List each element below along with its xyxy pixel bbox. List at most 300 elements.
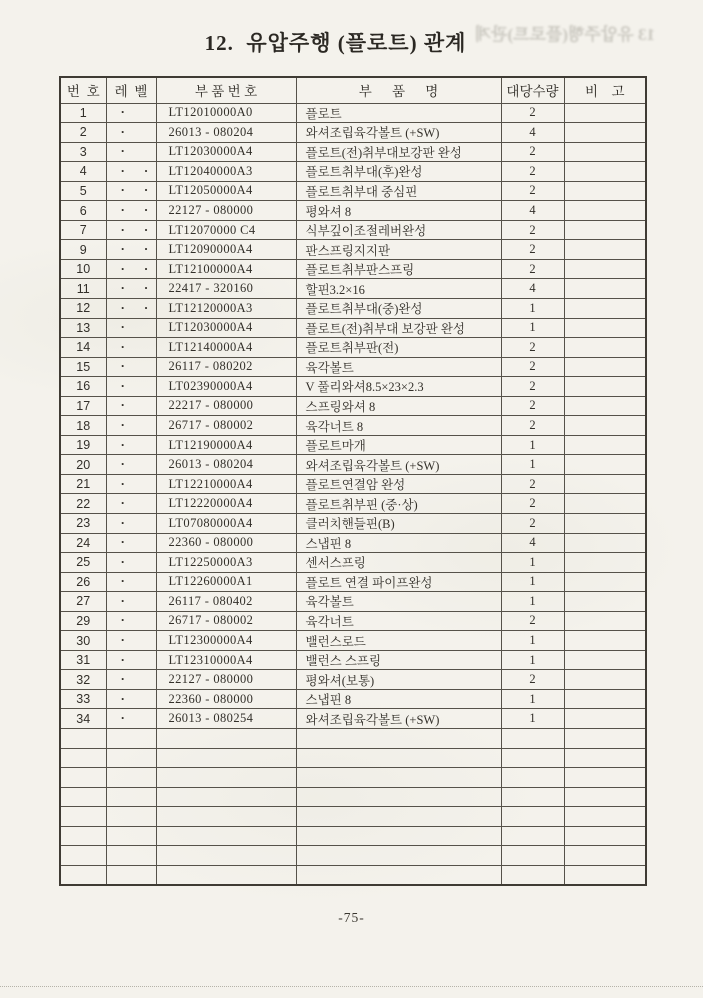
cell-level [106,592,156,612]
cell-part-number: LT12190000A4 [156,435,296,455]
cell-part-number [156,846,296,866]
table-row [60,533,646,553]
table-row [60,592,646,612]
document-title: 12. 유압주행 (플로트) 관계 [204,31,467,55]
level-dot: · [120,436,125,452]
cell-qty-per-unit: 2 [501,670,564,690]
cell-remarks [564,513,646,533]
cell-level [106,729,156,749]
cell-part-number [156,768,296,788]
level-dot: · [120,221,125,237]
cell-part-number: 26013 - 080204 [156,123,296,143]
cell-part-name: 식부깊이조절레버완성 [296,220,501,240]
cell-level [106,240,156,260]
cell-number: 19 [60,435,106,455]
cell-part-name [296,846,501,866]
cell-qty-per-unit: 1 [501,650,564,670]
cell-level [106,650,156,670]
empty-table-row [60,748,646,768]
table-row [60,318,646,338]
level-dot: · [120,632,125,648]
cell-qty-per-unit: 1 [501,592,564,612]
cell-remarks [564,123,646,143]
cell-level [106,416,156,436]
level-dot: · [143,182,149,198]
table-row [60,670,646,690]
cell-number: 24 [60,533,106,553]
cell-remarks [564,279,646,299]
cell-number: 10 [60,259,106,279]
cell-part-number: 26013 - 080204 [156,455,296,475]
cell-remarks [564,865,646,885]
level-dot: · [120,123,125,139]
empty-table-row [60,846,646,866]
table-row [60,377,646,397]
cell-level [106,709,156,729]
cell-qty-per-unit: 2 [501,513,564,533]
cell-level [106,220,156,240]
cell-level [106,435,156,455]
cell-part-number: LT12040000A3 [156,162,296,182]
cell-level [106,123,156,143]
cell-remarks [564,357,646,377]
cell-level [106,474,156,494]
table-row [60,123,646,143]
cell-qty-per-unit [501,807,564,827]
cell-qty-per-unit [501,787,564,807]
cell-part-number: LT12120000A3 [156,298,296,318]
page-edge-shadow [0,986,703,987]
cell-level [106,279,156,299]
table-row [60,572,646,592]
table-row [60,298,646,318]
cell-number: 6 [60,201,106,221]
cell-remarks [564,142,646,162]
cell-part-number: LT12140000A4 [156,338,296,358]
cell-part-number: LT12260000A1 [156,572,296,592]
cell-qty-per-unit: 2 [501,611,564,631]
table-row [60,416,646,436]
cell-part-name: 플로트취부판스프링 [296,259,501,279]
cell-remarks [564,846,646,866]
level-dot: · [120,514,125,530]
level-dot: · [120,397,125,413]
level-dot: · [120,573,125,589]
table-row [60,474,646,494]
level-dot: · [143,162,149,178]
level-dot: · [120,104,125,120]
cell-number [60,768,106,788]
cell-level [106,377,156,397]
cell-part-number: 22127 - 080000 [156,201,296,221]
cell-part-name: 플로트취부핀 (중·상) [296,494,501,514]
table-row [60,611,646,631]
cell-part-name: 평와셔(보통) [296,670,501,690]
cell-part-number: 22360 - 080000 [156,533,296,553]
table-row [60,103,646,123]
cell-part-name [296,807,501,827]
cell-qty-per-unit: 1 [501,435,564,455]
cell-number: 26 [60,572,106,592]
level-dot: · [143,260,149,276]
cell-part-name: 스프링와셔 8 [296,396,501,416]
cell-part-number: 26117 - 080402 [156,592,296,612]
cell-remarks [564,807,646,827]
cell-qty-per-unit: 4 [501,279,564,299]
level-dot: · [120,534,125,550]
header-row [60,77,646,103]
cell-part-number [156,748,296,768]
cell-part-number: 26013 - 080254 [156,709,296,729]
cell-part-number: LT12090000A4 [156,240,296,260]
cell-part-number: LT02390000A4 [156,377,296,397]
cell-level [106,865,156,885]
cell-qty-per-unit [501,846,564,866]
cell-level [106,162,156,182]
cell-part-name: 클러치핸들핀(B) [296,513,501,533]
cell-number: 16 [60,377,106,397]
cell-part-name: 스냅핀 8 [296,689,501,709]
cell-part-name: 플로트마개 [296,435,501,455]
cell-part-name: 플로트 [296,103,501,123]
cell-level [106,846,156,866]
ink-bleed-ghost-artifact: 13 유압주행(플로트)관계 [474,25,655,44]
cell-qty-per-unit: 2 [501,377,564,397]
cell-part-number: 22217 - 080000 [156,396,296,416]
level-dot: · [120,553,125,569]
cell-part-name: 플로트(전)취부대보강판 완성 [296,142,501,162]
cell-remarks [564,103,646,123]
table-row [60,494,646,514]
cell-qty-per-unit [501,729,564,749]
cell-part-name: 센서스프링 [296,553,501,573]
cell-level [106,611,156,631]
cell-part-number: LT12070000 C4 [156,220,296,240]
cell-part-number: LT07080000A4 [156,513,296,533]
level-dot: · [120,690,125,706]
cell-level [106,631,156,651]
cell-remarks [564,572,646,592]
cell-part-name: 판스프링지지판 [296,240,501,260]
cell-part-name: 와셔조립육각볼트 (+SW) [296,709,501,729]
cell-level [106,298,156,318]
level-dot: · [120,377,125,393]
cell-level [106,787,156,807]
cell-number: 31 [60,650,106,670]
cell-remarks [564,338,646,358]
table-row [60,181,646,201]
table-row [60,435,646,455]
cell-number: 25 [60,553,106,573]
cell-part-name: 플로트 연결 파이프완성 [296,572,501,592]
cell-remarks [564,259,646,279]
empty-table-row [60,807,646,827]
table-row [60,396,646,416]
cell-qty-per-unit: 2 [501,338,564,358]
cell-part-number: 22417 - 320160 [156,279,296,299]
cell-remarks [564,553,646,573]
cell-part-number: LT12010000A0 [156,103,296,123]
cell-part-number [156,787,296,807]
cell-part-number [156,807,296,827]
cell-qty-per-unit: 2 [501,240,564,260]
cell-number [60,807,106,827]
level-dot: · [143,202,149,217]
cell-number: 17 [60,396,106,416]
cell-remarks [564,709,646,729]
cell-number: 21 [60,474,106,494]
table-row [60,455,646,475]
col-header-remarks: 비 고 [564,77,646,103]
cell-remarks [564,494,646,514]
table-row [60,220,646,240]
level-dot: · [143,299,149,315]
cell-level [106,338,156,358]
cell-part-name: 와셔조립육각볼트 (+SW) [296,123,501,143]
level-dot: · [120,241,125,257]
level-dot: · [120,495,125,511]
cell-number: 20 [60,455,106,475]
cell-number: 9 [60,240,106,260]
cell-qty-per-unit: 2 [501,396,564,416]
table-row [60,162,646,182]
cell-remarks [564,435,646,455]
cell-part-name: 밸런스 스프링 [296,650,501,670]
cell-level [106,318,156,338]
parts-table [59,76,647,886]
level-dot: · [120,592,125,608]
cell-level [106,396,156,416]
cell-qty-per-unit: 1 [501,709,564,729]
cell-qty-per-unit: 2 [501,162,564,182]
cell-level [106,513,156,533]
table-row [60,142,646,162]
level-dot: · [120,338,125,354]
level-dot: · [120,143,125,159]
cell-part-number: LT12310000A4 [156,650,296,670]
col-header-part-number: 부 품 번 호 [156,77,296,103]
cell-part-name: 할핀3.2×16 [296,279,501,299]
cell-number: 23 [60,513,106,533]
col-header-qty-per-unit: 대당수량 [501,77,564,103]
cell-part-number: LT12210000A4 [156,474,296,494]
cell-part-name [296,865,501,885]
cell-part-name: 플로트취부판(전) [296,338,501,358]
cell-level [106,181,156,201]
cell-level [106,748,156,768]
cell-remarks [564,748,646,768]
empty-table-row [60,768,646,788]
cell-number [60,729,106,749]
cell-qty-per-unit: 2 [501,103,564,123]
cell-part-number: 22360 - 080000 [156,689,296,709]
table-row [60,689,646,709]
cell-remarks [564,455,646,475]
table-row [60,357,646,377]
cell-qty-per-unit: 2 [501,181,564,201]
cell-remarks [564,689,646,709]
cell-level [106,553,156,573]
cell-remarks [564,396,646,416]
cell-number: 11 [60,279,106,299]
empty-table-row [60,729,646,749]
cell-qty-per-unit: 1 [501,631,564,651]
cell-number [60,826,106,846]
cell-part-number: LT12050000A4 [156,181,296,201]
cell-part-name: 평와셔 8 [296,201,501,221]
cell-part-name: 밸런스로드 [296,631,501,651]
cell-part-name: 플로트취부대(중)완성 [296,298,501,318]
cell-part-name: 와셔조립육각볼트 (+SW) [296,455,501,475]
cell-part-number: 26717 - 080002 [156,611,296,631]
level-dot: · [120,417,125,433]
cell-number: 4 [60,162,106,182]
cell-number: 1 [60,103,106,123]
cell-qty-per-unit: 4 [501,123,564,143]
cell-part-name: 육각너트 8 [296,416,501,436]
cell-level [106,259,156,279]
cell-part-name: 스냅핀 8 [296,533,501,553]
cell-number: 13 [60,318,106,338]
cell-level [106,103,156,123]
cell-qty-per-unit [501,826,564,846]
col-header-part-name: 부 품 명 [296,77,501,103]
level-dot: · [120,358,125,374]
level-dot: · [143,280,149,296]
level-dot: · [120,260,125,276]
cell-remarks [564,318,646,338]
cell-part-name: 플로트취부대 중심핀 [296,181,501,201]
cell-number: 7 [60,220,106,240]
cell-qty-per-unit [501,865,564,885]
cell-part-name: 육각볼트 [296,357,501,377]
cell-number: 3 [60,142,106,162]
cell-qty-per-unit: 1 [501,318,564,338]
cell-remarks [564,768,646,788]
cell-number [60,748,106,768]
cell-number: 15 [60,357,106,377]
cell-remarks [564,298,646,318]
cell-part-name: 플로트연결암 완성 [296,474,501,494]
cell-number: 5 [60,181,106,201]
level-dot: · [120,319,125,335]
parts-table-body [60,103,646,885]
table-row [60,240,646,260]
level-dot: · [120,202,125,217]
table-row [60,338,646,358]
level-dot: · [120,162,125,178]
cell-part-name: 플로트취부대(후)완성 [296,162,501,182]
cell-qty-per-unit: 1 [501,298,564,318]
cell-qty-per-unit: 2 [501,142,564,162]
cell-remarks [564,201,646,221]
level-dot: · [120,456,125,472]
cell-part-number [156,729,296,749]
cell-number: 30 [60,631,106,651]
cell-remarks [564,474,646,494]
table-row [60,279,646,299]
level-dot: · [143,221,149,237]
table-row [60,259,646,279]
cell-number: 34 [60,709,106,729]
cell-number: 27 [60,592,106,612]
cell-qty-per-unit: 1 [501,572,564,592]
cell-remarks [564,377,646,397]
cell-level [106,670,156,690]
cell-qty-per-unit: 1 [501,689,564,709]
cell-qty-per-unit: 2 [501,494,564,514]
cell-number [60,846,106,866]
level-dot: · [120,280,125,296]
page-number: -75- [338,910,365,925]
cell-remarks [564,533,646,553]
cell-part-name: V 풀리와셔8.5×23×2.3 [296,377,501,397]
cell-qty-per-unit: 2 [501,474,564,494]
cell-remarks [564,181,646,201]
cell-part-number: LT12250000A3 [156,553,296,573]
cell-part-number: 26717 - 080002 [156,416,296,436]
cell-level [106,357,156,377]
table-row [60,553,646,573]
cell-number [60,865,106,885]
cell-qty-per-unit: 2 [501,259,564,279]
cell-number: 18 [60,416,106,436]
cell-part-number: LT12220000A4 [156,494,296,514]
cell-remarks [564,240,646,260]
cell-remarks [564,162,646,182]
level-dot: · [120,612,125,628]
cell-part-number: LT12030000A4 [156,318,296,338]
cell-part-number: 22127 - 080000 [156,670,296,690]
cell-remarks [564,670,646,690]
cell-part-name [296,768,501,788]
cell-number: 12 [60,298,106,318]
cell-remarks [564,787,646,807]
table-row [60,631,646,651]
cell-qty-per-unit [501,768,564,788]
cell-qty-per-unit: 1 [501,553,564,573]
cell-number [60,787,106,807]
cell-qty-per-unit: 1 [501,455,564,475]
cell-remarks [564,631,646,651]
cell-part-number: LT12300000A4 [156,631,296,651]
cell-remarks [564,592,646,612]
cell-level [106,807,156,827]
cell-part-number: LT12100000A4 [156,259,296,279]
cell-part-number [156,865,296,885]
level-dot: · [143,241,149,257]
cell-part-name [296,729,501,749]
cell-part-name [296,826,501,846]
cell-level [106,142,156,162]
cell-qty-per-unit [501,748,564,768]
cell-number: 29 [60,611,106,631]
cell-level [106,455,156,475]
col-header-level: 레 벨 [106,77,156,103]
cell-remarks [564,826,646,846]
cell-level [106,533,156,553]
cell-number: 2 [60,123,106,143]
cell-level [106,494,156,514]
level-dot: · [120,182,125,198]
cell-remarks [564,611,646,631]
cell-part-number: 26117 - 080202 [156,357,296,377]
cell-part-number: LT12030000A4 [156,142,296,162]
level-dot: · [120,710,125,726]
table-row [60,201,646,221]
cell-remarks [564,220,646,240]
cell-level [106,768,156,788]
